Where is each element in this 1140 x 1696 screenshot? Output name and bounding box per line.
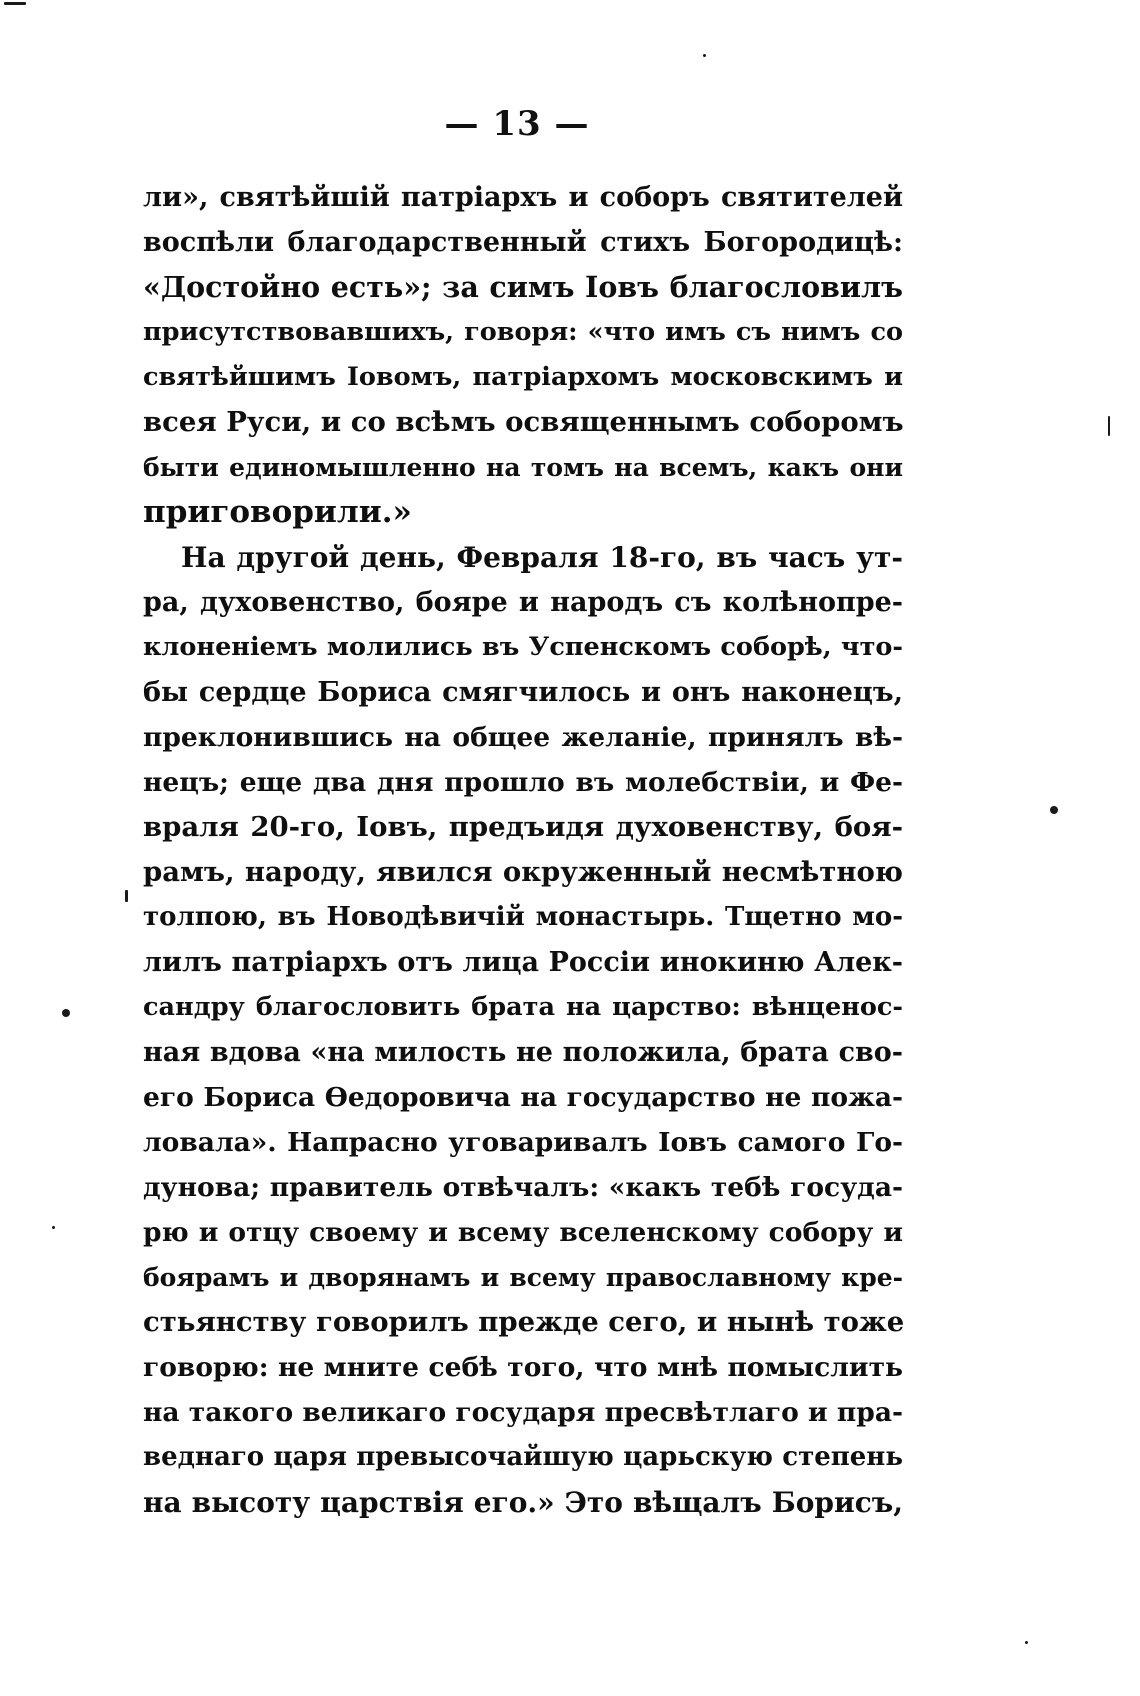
text-line: боярамъ и дворянамъ и всему православному кре-	[143, 1263, 903, 1292]
scan-speck	[703, 54, 706, 57]
scan-speck	[1108, 416, 1110, 436]
text-line: на высоту царствія его.» Это вѣщалъ Борисъ,	[143, 1486, 903, 1519]
text-line: ловала». Напрасно уговаривалъ Іовъ самого Го-	[143, 1127, 903, 1158]
text-line: святѣйшимъ Іовомъ, патріархомъ московскимъ и	[143, 362, 903, 392]
text-line: всея Руси, и со всѣмъ освященнымъ соборомъ	[143, 406, 904, 438]
body-text	[143, 175, 903, 1525]
text-line: толпою, въ Новодѣвичій монастырь. Тщетно мо-	[143, 902, 903, 932]
text-line: рамъ, народу, явился окруженный несмѣтною	[143, 856, 903, 888]
text-line: воспѣли благодарственный стихъ Богородицѣ:	[143, 227, 903, 258]
scan-speck	[52, 1226, 55, 1229]
text-line: на такого великаго государя пресвѣтлаго и пра-	[143, 1397, 903, 1428]
scan-speck	[125, 890, 128, 902]
text-line: дунова; правитель отвѣчалъ: «какъ тебѣ госуда-	[143, 1172, 903, 1203]
text-line: говорю: не мните себѣ того, что мнѣ помыслить	[143, 1352, 903, 1383]
scan-speck	[62, 1009, 70, 1017]
text-line: стьянству говорилъ прежде сего, и нынѣ тоже	[143, 1306, 905, 1338]
text-line: ра, духовенство, бояре и народъ съ колѣнопре-	[143, 587, 903, 618]
scan-speck	[1050, 806, 1058, 814]
text-line: веднаго царя превысочайшую царьскую степень	[143, 1442, 903, 1472]
text-line: его Бориса Ѳедоровича на государство не пожа-	[143, 1082, 903, 1113]
text-line: враля 20-го, Іовъ, предъидя духовенству, боя-	[143, 811, 903, 843]
text-line: лилъ патріархъ отъ лица Россіи инокиню Алек-	[143, 947, 903, 978]
text-line: бы сердце Бориса смягчилось и онъ наконецъ,	[143, 677, 903, 708]
text-line: приговорили.»	[143, 494, 412, 530]
text-line: клоненіемъ молились въ Успенскомъ соборѣ, что-	[143, 632, 903, 662]
text-line: преклонившись на общее желаніе, принялъ вѣ-	[143, 722, 903, 753]
paragraph-start-line: На другой день, Февраля 18-го, въ часъ ут-	[181, 541, 903, 574]
page-number: — 13 —	[444, 104, 590, 144]
text-line: «Достойно есть»; за симъ Іовъ благословилъ	[143, 270, 903, 304]
text-line: быти единомышленно на томъ на всемъ, какъ они	[143, 453, 903, 482]
scan-speck	[1025, 1641, 1028, 1644]
text-line: сандру благословить брата на царство: вѣнценос-	[143, 992, 903, 1022]
text-line: ли», святѣйшій патріархъ и соборъ святителей	[143, 182, 903, 213]
scan-speck	[4, 2, 26, 5]
text-line: ная вдова «на милость не положила, брата сво-	[143, 1037, 903, 1068]
text-line: рю и отцу своему и всему вселенскому собору и	[143, 1217, 903, 1248]
text-line: нецъ; еще два дня прошло въ молебствіи, и Фе-	[143, 767, 903, 798]
text-line: присутствовавшихъ, говоря: «что имъ съ нимъ со	[143, 317, 903, 347]
